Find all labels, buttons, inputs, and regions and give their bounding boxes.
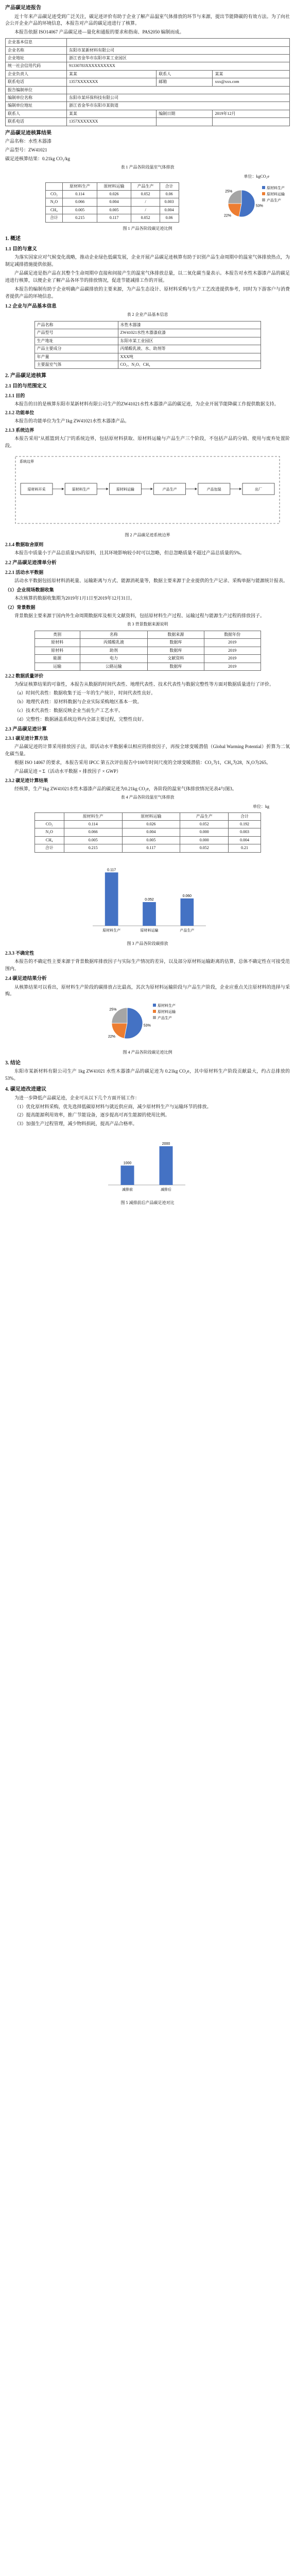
calc-emission-cell: 0.052 (180, 821, 229, 828)
goal-s12-title: 2.1.2 功能单位 (5, 410, 34, 416)
pie-data-label: 22% (108, 1035, 115, 1039)
calc-emission-row (34, 821, 261, 828)
company-cell: 某某 (213, 70, 290, 78)
company-cell: 91330783XXXXXXXXXX (67, 62, 290, 70)
flow-box-label: 原材料运输 (116, 488, 134, 492)
emission-cell: CH₄ (45, 206, 63, 214)
flow-arrowhead (62, 488, 64, 490)
product-info-cell: 水性木器漆 (118, 321, 261, 329)
company-row (6, 78, 290, 86)
background-row (34, 647, 261, 654)
bar-category-label: 产品生产 (180, 928, 195, 933)
product-info-cell: 产品型号 (34, 329, 118, 337)
background-data-table (34, 631, 261, 671)
product-info-cell: 产品名称 (34, 321, 118, 329)
calc-table-unit: 单位：kg (253, 804, 269, 809)
company-cell: 1357XXXXXXX (67, 78, 157, 86)
flow-arrowhead (151, 488, 153, 490)
inventory-s2-p2: （a）时间代表性：数据收集于近一年的生产统计，时间代表性良好。 (14, 690, 155, 696)
emission-row (45, 214, 179, 222)
overview-s1-p1: 为落实国家应对气候变化战略，推动企业绿色低碳发展，企业开展产品碳足迹核算有助于识别产品生命周期中的温室气体排放热点，为制定减排措施提供依据。 (5, 255, 290, 267)
company-row (6, 46, 290, 54)
product-info-row (34, 321, 261, 329)
bar-category-label: 原材料运输 (140, 928, 159, 933)
calc-s2-title: 2.3.2 碳足迹计算结果 (5, 778, 48, 784)
calc-emission-cell: CH₄ (34, 836, 64, 844)
flow-box-label: 产品生产 (162, 488, 177, 492)
flow-box-label: 原材料生产 (72, 488, 90, 492)
company-cell: 企业地址 (6, 55, 67, 62)
calc-s2-p: 经核算，生产1kg ZW41021水性木器漆产品的碳足迹为0.21kg CO₂e，各阶段的温室气体排放情况见表4与图3。 (14, 786, 237, 791)
emission-cell: 0.114 (63, 191, 97, 198)
company-row (6, 118, 290, 126)
legend-swatch (262, 198, 265, 201)
reduce-p2: （1）优化原材料采购，优先选择低碳原材料与就近供应商，减少原材料生产与运输环节的排放。 (14, 1104, 212, 1109)
product-info-row (34, 361, 261, 368)
standard-paragraph: 本报告依据 ISO14067 产品碳足迹—量化和通报的要求和指南、PAS2050 编制而成。 (14, 29, 184, 35)
calc-s1-p2: 根据 ISO 14067 的要求，本报告采用 IPCC 第五次评估报告中100年时间尺度的全球变暖潜值：CO₂为1，CH₄为28，N₂O为265。 (14, 760, 271, 766)
company-info-table (5, 38, 290, 126)
bar-caption-2: 图 5 减排前后产品碳足迹对比 (120, 1200, 175, 1206)
company-cell: xxx@xxx.com (213, 78, 290, 86)
bar-chart-2 (5, 1129, 290, 1196)
conclusion-p: 东阳市某新材料有限公司生产 1kg ZW41021 水性木器漆产品的碳足迹为 0.21kg CO₂e，其中原材料生产阶段贡献最大，约占总排放的 53%。 (5, 1069, 290, 1081)
product-info-cell: 产品主要成分 (34, 345, 118, 353)
calc-emission-row (34, 836, 261, 844)
company-cell (157, 118, 213, 126)
background-row (34, 655, 261, 663)
company-cell: 统一社会信用代码 (6, 62, 67, 70)
product-info-cell: 东阳市某工业园区 (118, 337, 261, 345)
calc-emission-cell: 0.215 (64, 844, 122, 852)
background-cell: 原材料 (34, 639, 80, 647)
calc-s3-p: 本报告的不确定性主要来源于背景数据库排放因子与实际生产情况的差异，以及部分原材料运输距离的估算，总体不确定性在可接受范围内。 (5, 958, 290, 971)
bar-data-label: 0.117 (107, 868, 116, 872)
company-cell: 联系人 (157, 70, 213, 78)
product-info-row (34, 345, 261, 353)
calc-emission-cell: 0.066 (64, 828, 122, 836)
calc-emission-header: 原材料生产 (64, 812, 122, 820)
calc-emission-header: 合计 (229, 812, 261, 820)
company-cell: 编制单位名称 (6, 94, 67, 102)
calc-emission-cell: 0.004 (122, 828, 180, 836)
report-page (0, 0, 295, 1207)
flow-box-label: 原材料开采 (27, 488, 46, 492)
inventory-s11-title: （1）企业现场数据收集 (5, 587, 54, 592)
report-title: 产品碳足迹报告 (5, 5, 41, 11)
emission-cell: / (131, 198, 160, 206)
emission-table-unit: 单位：kgCO₂e (244, 174, 269, 179)
goal-s12-p: 本报告的功能单位为生产1kg ZW41021水性木器漆产品。 (14, 418, 130, 424)
overview-s2-title: 1.2 企业与产品基本信息 (5, 303, 57, 309)
bar-data-label: 0.060 (182, 894, 192, 898)
product-info-cell: 年产量 (34, 353, 118, 361)
company-cell: 企业基本信息 (6, 39, 67, 46)
company-cell: 某某 (67, 110, 157, 117)
background-cell: 运输 (34, 663, 80, 670)
background-cell: 公路运输 (80, 663, 147, 670)
background-cell: 电力 (80, 655, 147, 663)
emission-cell: 0.06 (160, 214, 179, 222)
goal-s11-p: 本报告的目的是核算东阳市某新材料有限公司生产的ZW41021水性木器漆产品的碳足迹，为企业开展节能降碳工作提供数据支持。 (14, 401, 279, 406)
emission-row (45, 206, 179, 214)
company-cell: 浙江省金华市东阳市某街道 (67, 102, 290, 110)
pie-data-label: 22% (224, 213, 232, 217)
background-row (34, 639, 261, 647)
emission-table (45, 182, 179, 223)
inventory-title: 2.2 产品碳足迹清单分析 (5, 561, 57, 566)
calc-emission-row (34, 844, 261, 852)
goal-s14-title: 2.1.4 数据取舍原则 (5, 542, 44, 548)
company-row (6, 94, 290, 102)
calc-emission-cell: 0.192 (229, 821, 261, 828)
background-cell: 能源 (34, 655, 80, 663)
calc-emission-cell: 0.000 (180, 836, 229, 844)
bar-data-label: 0.052 (145, 897, 154, 902)
background-cell: 2019 (204, 663, 261, 670)
product-info-cell: 主要温室气体 (34, 361, 118, 368)
calc-emission-row (34, 828, 261, 836)
company-cell: 2019年12月 (213, 110, 290, 117)
boundary-label: 系统边界 (20, 460, 34, 464)
background-cell: 数据库 (147, 663, 204, 670)
legend-label: 原材料运输 (157, 1010, 176, 1014)
emission-header: 产品生产 (131, 182, 160, 190)
legend-swatch (153, 1016, 156, 1019)
company-cell: 联系人 (6, 110, 67, 117)
company-cell: 企业负责人 (6, 70, 67, 78)
calc-emission-cell: 合计 (34, 844, 64, 852)
emission-cell: 0.117 (97, 214, 131, 222)
company-row (6, 110, 290, 117)
goal-s1-title: 2.1 目的与范围定义 (5, 383, 47, 389)
legend-swatch (153, 1004, 156, 1007)
emission-header: 原材料生产 (63, 182, 97, 190)
calc-emission-cell: 0.117 (122, 844, 180, 852)
system-boundary-diagram (5, 451, 290, 529)
emission-cell: 0.026 (97, 191, 131, 198)
emission-cell: 0.004 (160, 206, 179, 214)
calc-s1-p1: 产品碳足迹的计算采用排放因子法，即活动水平数据乘以相应的排放因子，再按全球变暖潜值（Global Warming Potential）折算为二氧化碳当量。 (5, 744, 290, 757)
background-cell: 数据库 (147, 639, 204, 647)
calc-emission-cell: 0.052 (180, 844, 229, 852)
bar (160, 1146, 173, 1185)
overview-s1-p3: 本报告的编制有助于企业明确产品碳排放的主要来源，为产品生态设计、原材料采购与生产工艺改进提供参考，同时为下游客户与消费者提供产品的环境信息。 (5, 286, 290, 299)
company-cell: 浙江省金华市东阳市某工业园区 (67, 55, 290, 62)
emission-cell: / (131, 206, 160, 214)
bar (105, 872, 118, 926)
emission-header: 原材料运输 (97, 182, 131, 190)
inventory-s11-p: 本次核算的数据收集期为2019年1月1日至2019年12月31日。 (14, 595, 135, 601)
pie-data-label: 53% (255, 204, 263, 208)
conclusion-title: 3. 结论 (5, 1060, 21, 1066)
legend-label: 原材料生产 (157, 1004, 176, 1008)
product-info-cell: 丙烯酸乳液、水、助剂等 (118, 345, 261, 353)
product-info-cell: 生产地址 (34, 337, 118, 345)
calc-emission-cell: CO₂ (34, 821, 64, 828)
flow-arrowhead (195, 488, 197, 490)
calc-s4-p: 从核算结果可以看出，原材料生产阶段的碳排放占比最高，其次为原材料运输阶段与产品生产阶段，企业应重点关注原材料的选择与采购。 (5, 984, 290, 997)
goal-s14-p: 本报告中质量小于产品总质量1%的原料，且其环境影响较小时可以忽略，但总忽略质量不超过产品总质量的5%。 (14, 550, 245, 556)
emission-row (45, 198, 179, 206)
product-info-row (34, 337, 261, 345)
legend-label: 原材料运输 (267, 192, 285, 196)
company-cell: 报告编制单位 (6, 86, 67, 94)
bg-table-caption: 表 3 背景数据来源说明 (127, 621, 168, 626)
flow-arrowhead (239, 488, 241, 490)
company-row (6, 102, 290, 110)
bar-category-label: 原材料生产 (102, 928, 121, 933)
bar (143, 902, 156, 926)
intro-paragraph: 近十年来产品碳足迹受到广泛关注，碳足迹评价有助于企业了解产品温室气体排放的环节与来源，提出节能降碳的有效方法。为了向社会公开企业产品的环境信息，本报告对产品的碳足迹进行了核算。 (5, 13, 290, 26)
goal-title: 2. 产品碳足迹核算 (5, 373, 46, 379)
boundary-frame (15, 456, 280, 523)
product-info-cell: ZW41021水性木器漆底漆 (118, 329, 261, 337)
pie-data-label: 25% (109, 1008, 116, 1012)
company-row (6, 62, 290, 70)
background-cell: 2019 (204, 655, 261, 663)
inventory-s2-p1: 为保证核算结果的可靠性，本报告从数据的时间代表性、地理代表性、技术代表性与数据完整性等方面对数据质量进行了评价。 (14, 681, 274, 687)
emission-cell: 0.004 (97, 198, 131, 206)
emission-cell: 0.215 (63, 214, 97, 222)
company-cell: 联系电话 (6, 118, 67, 126)
product-model: 产品型号：ZW41021 (5, 147, 47, 153)
inventory-s12-title: （2）背景数据 (5, 604, 36, 610)
pie-caption-2: 图 4 产品各阶段碳足迹比例 (123, 1050, 172, 1055)
emission-cell: 合计 (45, 214, 63, 222)
product-info-cell: XXX吨 (118, 353, 261, 361)
calc-emission-cell: 0.005 (64, 836, 122, 844)
bar (181, 899, 194, 926)
emission-header (45, 182, 63, 190)
pie-caption-1: 图 1 产品各阶段碳足迹比例 (123, 226, 172, 231)
company-cell (213, 118, 290, 126)
emission-cell: 0.005 (63, 206, 97, 214)
pie-data-label: 25% (225, 189, 233, 193)
goal-s11-title: 2.1.1 目的 (5, 393, 25, 398)
company-cell: 某某 (67, 70, 157, 78)
background-cell: 助剂 (80, 647, 147, 654)
company-cell: 企业名称 (6, 46, 67, 54)
calc-emission-cell: N₂O (34, 828, 64, 836)
company-row (6, 55, 290, 62)
company-cell (67, 86, 290, 94)
emission-table-caption: 表 1 产品各阶段温室气体排放 (120, 164, 175, 170)
reduce-p1: 为进一步降低产品碳足迹，企业可从以下几个方面开展工作： (14, 1095, 140, 1100)
calc-emission-cell: 0.004 (229, 836, 261, 844)
bar-chart-1 (5, 855, 290, 937)
product-name: 产品名称：水性木器漆 (5, 139, 52, 144)
flow-box-label: 出厂 (255, 488, 262, 492)
overview-s1-p2: 产品碳足迹是指产品在其整个生命周期中直接和间接产生的温室气体排放总量，以二氧化碳当量表示。本报告对水性木器漆产品的碳足迹进行核算，以便企业了解产品各环节的排放情况，促进节能减排工作的开展。 (5, 270, 290, 283)
inventory-s12-p: 背景数据主要来源于国内外生命周期数据库及相关文献资料，包括原材料生产过程、运输过程与能源生产过程的排放因子。 (14, 613, 265, 618)
inventory-s1-p: 活动水平数据包括原材料消耗量、运输距离与方式、能源消耗量等，数据主要来源于企业提供的生产记录、采购单据与能源统计报表。 (14, 578, 288, 583)
flow-arrowhead (106, 488, 108, 490)
background-cell: 丙烯酸乳液 (80, 639, 147, 647)
calc-emission-cell: 0.026 (122, 821, 180, 828)
legend-swatch (262, 186, 265, 189)
emission-cell: CO₂ (45, 191, 63, 198)
calc-title: 2.3 产品碳足迹计算 (5, 726, 47, 732)
legend-label: 产品生产 (157, 1016, 172, 1021)
reduce-p3: （2）提高能源利用效率，推广节能设备，逐步提高可再生能源的使用比例。 (14, 1112, 170, 1118)
product-info-cell: CO₂、N₂O、CH₄ (118, 361, 261, 368)
background-header: 数据年份 (204, 631, 261, 639)
product-info-table (34, 321, 261, 369)
company-cell: 东阳市某环保科技有限公司 (67, 94, 290, 102)
calc-s1-p3: 产品碳足迹 = Σ（活动水平数据 × 排放因子 × GWP） (14, 769, 121, 774)
inventory-s1-title: 2.2.1 活动水平数据 (5, 570, 44, 575)
product-info-row (34, 329, 261, 337)
calc-emission-cell: 0.003 (229, 828, 261, 836)
company-cell: 编制单位地址 (6, 102, 67, 110)
calc-s3-title: 2.3.3 不确定性 (5, 950, 34, 956)
emission-row (45, 191, 179, 198)
emission-cell: N₂O (45, 198, 63, 206)
background-header: 名称 (80, 631, 147, 639)
product-info-row (34, 353, 261, 361)
emission-cell: 0.066 (63, 198, 97, 206)
emission-cell: 0.052 (131, 191, 160, 198)
pie-data-label: 53% (143, 1024, 151, 1028)
calc-emission-cell: 0.000 (180, 828, 229, 836)
background-header: 数据来源 (147, 631, 204, 639)
goal-s13-p: 本报告采用"从摇篮到大门"的系统边界，包括原材料获取、原材料运输与产品生产三个阶段，不包括产品的分销、使用与废弃处置阶段。 (5, 436, 290, 449)
background-header: 类别 (34, 631, 80, 639)
emission-cell: 0.005 (97, 206, 131, 214)
background-cell: 文献资料 (147, 655, 204, 663)
company-cell: 1357XXXXXXX (67, 118, 157, 126)
company-cell: 东阳市某新材料有限公司 (67, 46, 290, 54)
reduce-title: 4. 碳足迹改进建议 (5, 1087, 46, 1093)
calc-emission-cell: 0.114 (64, 821, 122, 828)
calc-emission-header: 原材料运输 (122, 812, 180, 820)
bar-category-label: 减排前 (122, 1188, 133, 1192)
legend-label: 产品生产 (267, 198, 281, 202)
bar-data-label: 1000 (123, 1161, 132, 1165)
calc-s1-title: 2.3.1 碳足迹计算方法 (5, 736, 48, 741)
company-cell: 编制日期 (157, 110, 213, 117)
pie-chart-2 (96, 999, 199, 1046)
company-cell (67, 39, 290, 46)
bar-category-label: 减排后 (161, 1188, 171, 1192)
bar-data-label: 2000 (162, 1142, 170, 1146)
company-row (6, 39, 290, 46)
overview-s1-title: 1.1 目的与意义 (5, 246, 37, 252)
pie-chart-1 (223, 182, 290, 223)
background-cell: 数据库 (147, 647, 204, 654)
inventory-s2-title: 2.2.2 数据质量评价 (5, 673, 44, 679)
flow-caption: 图 2 产品碳足迹系统边界 (125, 533, 170, 538)
calc-table-caption: 表 4 产品各阶段温室气体排放 (120, 794, 175, 800)
overview-title: 1. 概述 (5, 236, 21, 242)
legend-swatch (262, 192, 265, 195)
company-cell: 联系电话 (6, 78, 67, 86)
inventory-s2-p4: （c）技术代表性：数据反映企业当前生产工艺水平。 (14, 707, 123, 713)
legend-swatch (153, 1010, 156, 1013)
calc-emission-cell: 0.005 (122, 836, 180, 844)
background-row (34, 663, 261, 670)
overview-table-caption: 表 2 企业产品基本信息 (127, 312, 168, 317)
legend-label: 原材料生产 (267, 186, 285, 190)
inventory-s2-p3: （b）地理代表性：原材料数据与企业实际采购地区基本一致。 (14, 699, 142, 704)
emission-cell: 0.003 (160, 198, 179, 206)
calc-emission-header (34, 812, 64, 820)
reduce-p4: （3）加强生产过程管理，减少物料损耗，提高产品合格率。 (14, 1121, 137, 1127)
calc-emission-cell: 0.21 (229, 844, 261, 852)
background-cell: 2019 (204, 639, 261, 647)
company-cell: 邮箱 (157, 78, 213, 86)
calc-emission-header: 产品生产 (180, 812, 229, 820)
emission-header: 合计 (160, 182, 179, 190)
company-row (6, 86, 290, 94)
calc-s4-title: 2.4 碳足迹结果分析 (5, 976, 47, 981)
flow-box-label: 产品包装 (206, 488, 221, 492)
product-result-title: 产品碳足迹核算结果 (5, 130, 51, 136)
emission-cell: 0.06 (160, 191, 179, 198)
product-result: 碳足迹核算结果：0.21kg CO₂/kg (5, 156, 71, 161)
bar (121, 1166, 134, 1185)
emission-cell: 0.052 (131, 214, 160, 222)
background-cell: 原材料 (34, 647, 80, 654)
goal-s13-title: 2.1.3 系统边界 (5, 428, 34, 433)
company-row (6, 70, 290, 78)
inventory-s2-p5: （d）完整性：数据涵盖系统边界内全部主要过程，完整性良好。 (14, 716, 147, 722)
bar-caption-1: 图 3 产品各阶段碳排放 (127, 941, 168, 946)
background-cell: 2019 (204, 647, 261, 654)
calc-emission-table (34, 812, 261, 853)
